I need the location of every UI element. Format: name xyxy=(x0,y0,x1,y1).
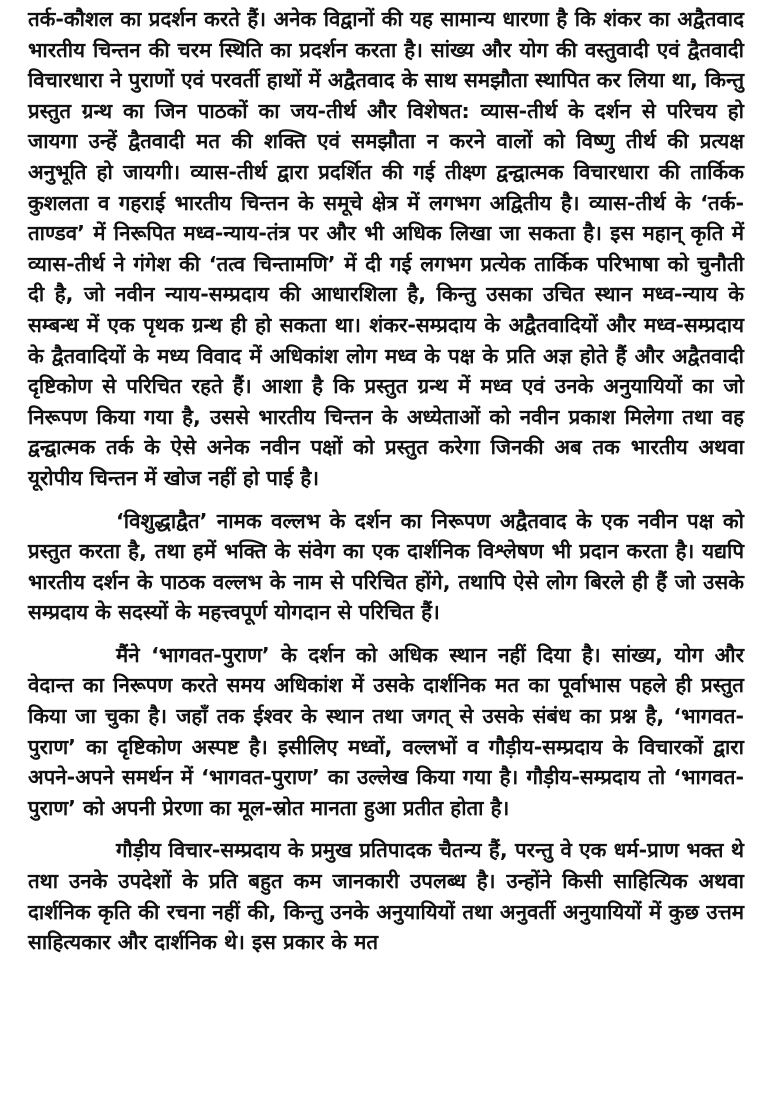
paragraph-2: ‘विशुद्धाद्वैत’ नामक वल्लभ के दर्शन का निरूपण अद्वैतवाद के एक नवीन पक्ष को प्रस्तुत करता है, तथा हमें भक्ति के संवेग का एक दार्शनिक विश्लेषण भी प्रदान करता है। यद्यपि भारतीय दर्शन के पाठक वल्लभ के नाम से परिचित होंगे, तथापि ऐसे लोग बिरले ही हैं जो उसके सम्प्रदाय के सदस्यों के महत्त्वपूर्ण योगदान से परिचित हैं। xyxy=(28,508,744,625)
paragraph-4: गौड़ीय विचार-सम्प्रदाय के प्रमुख प्रतिपादक चैतन्य हैं, परन्तु वे एक धर्म-प्राण भक्त थे तथा उनके उपदेशों के प्रति बहुत कम जानकारी उपलब्ध है। उन्होंने किसी साहित्यिक अथवा दार्शनिक कृति की रचना नहीं की, किन्तु उनके अनुयायियों तथा अनुवर्ती अनुयायियों में कुछ उत्तम साहित्यकार और दार्शनिक थे। इस प्रकार के मत xyxy=(28,838,744,955)
paragraph-1: तर्क-कौशल का प्रदर्शन करते हैं। अनेक विद्वानों की यह सामान्य धारणा है कि शंकर का अद्वैतवाद भारतीय चिन्तन की चरम स्थिति का प्रदर्शन करता है। सांख्य और योग की वस्तुवादी एवं द्वैतवादी विचारधारा ने पुराणों एवं परवर्ती हाथों में अद्वैतवाद के साथ समझौता स्थापित कर लिया था, किन्तु प्रस्तुत ग्रन्थ का जिन पाठकों का जय-तीर्थ और विशेषत: व्यास-तीर्थ के दर्शन से परिचय हो जायगा उन्हें द्वैतवादी मत की शक्ति एवं समझौता न करने वालों को विष्णु तीर्थ की प्रत्यक्ष अनुभूति हो जायगी। व्यास-तीर्थ द्वारा प्रदर्शित की गई तीक्ष्ण द्वन्द्वात्मक विचारधारा की तार्किक कुशलता व गहराई भारतीय चिन्तन के समूचे क्षेत्र में लगभग अद्वितीय है। व्यास-तीर्थ के ‘तर्क-ताण्डव’ में निरूपित मध्व-न्याय-तंत्र पर और भी अधिक लिखा जा सकता है। इस महान् कृति में व्यास-तीर्थ ने गंगेश की ‘तत्व चिन्तामणि’ में दी गई लगभग प्रत्येक तार्किक परिभाषा को चुनौती दी है, जो नवीन न्याय-सम्प्रदाय की आधारशिला है, किन्तु उसका उचित स्थान मध्व-न्याय के सम्बन्ध में एक पृथक ग्रन्थ ही हो सकता था। शंकर-सम्प्रदाय के अद्वैतवादियों और मध्व-सम्प्रदाय के द्वैतवादियों के मध्य विवाद में अधिकांश लोग मध्व के पक्ष के प्रति अज्ञ होते हैं और अद्वैतवादी दृष्टिकोण से परिचित रहते हैं। आशा है कि प्रस्तुत ग्रन्थ में मध्व एवं उनके अनुयायियों का जो निरूपण किया गया है, उससे भारतीय चिन्तन के अध्येताओं को नवीन प्रकाश मिलेगा तथा वह द्वन्द्वात्मक तर्क के ऐसे अनेक नवीन पक्षों को प्रस्तुत करेगा जिनकी अब तक भारतीय अथवा यूरोपीय चिन्तन में खोज नहीं हो पाई है। xyxy=(28,7,745,490)
paragraph-3: मैंने ‘भागवत-पुराण’ के दर्शन को अधिक स्थान नहीं दिया है। सांख्य, योग और वेदान्त का निरूपण करते समय अधिकांश में उसके दार्शनिक मत का पूर्वाभास पहले ही प्रस्तुत किया जा चुका है। जहाँ तक ईश्वर के स्थान तथा जगत् से उसके संबंध का प्रश्न है, ‘भागवत-पुराण’ का दृष्टिकोण अस्पष्ट है। इसीलिए मध्वों, वल्लभों व गौड़ीय-सम्प्रदाय के विचारकों द्वारा अपने-अपने समर्थन में ‘भागवत-पुराण’ का उल्लेख किया गया है। गौड़ीय-सम्प्रदाय तो ‘भागवत-पुराण’ को अपनी प्रेरणा का मूल-स्रोत मानता हुआ प्रतीत होता है। xyxy=(28,642,744,820)
document-page xyxy=(28,4,744,958)
